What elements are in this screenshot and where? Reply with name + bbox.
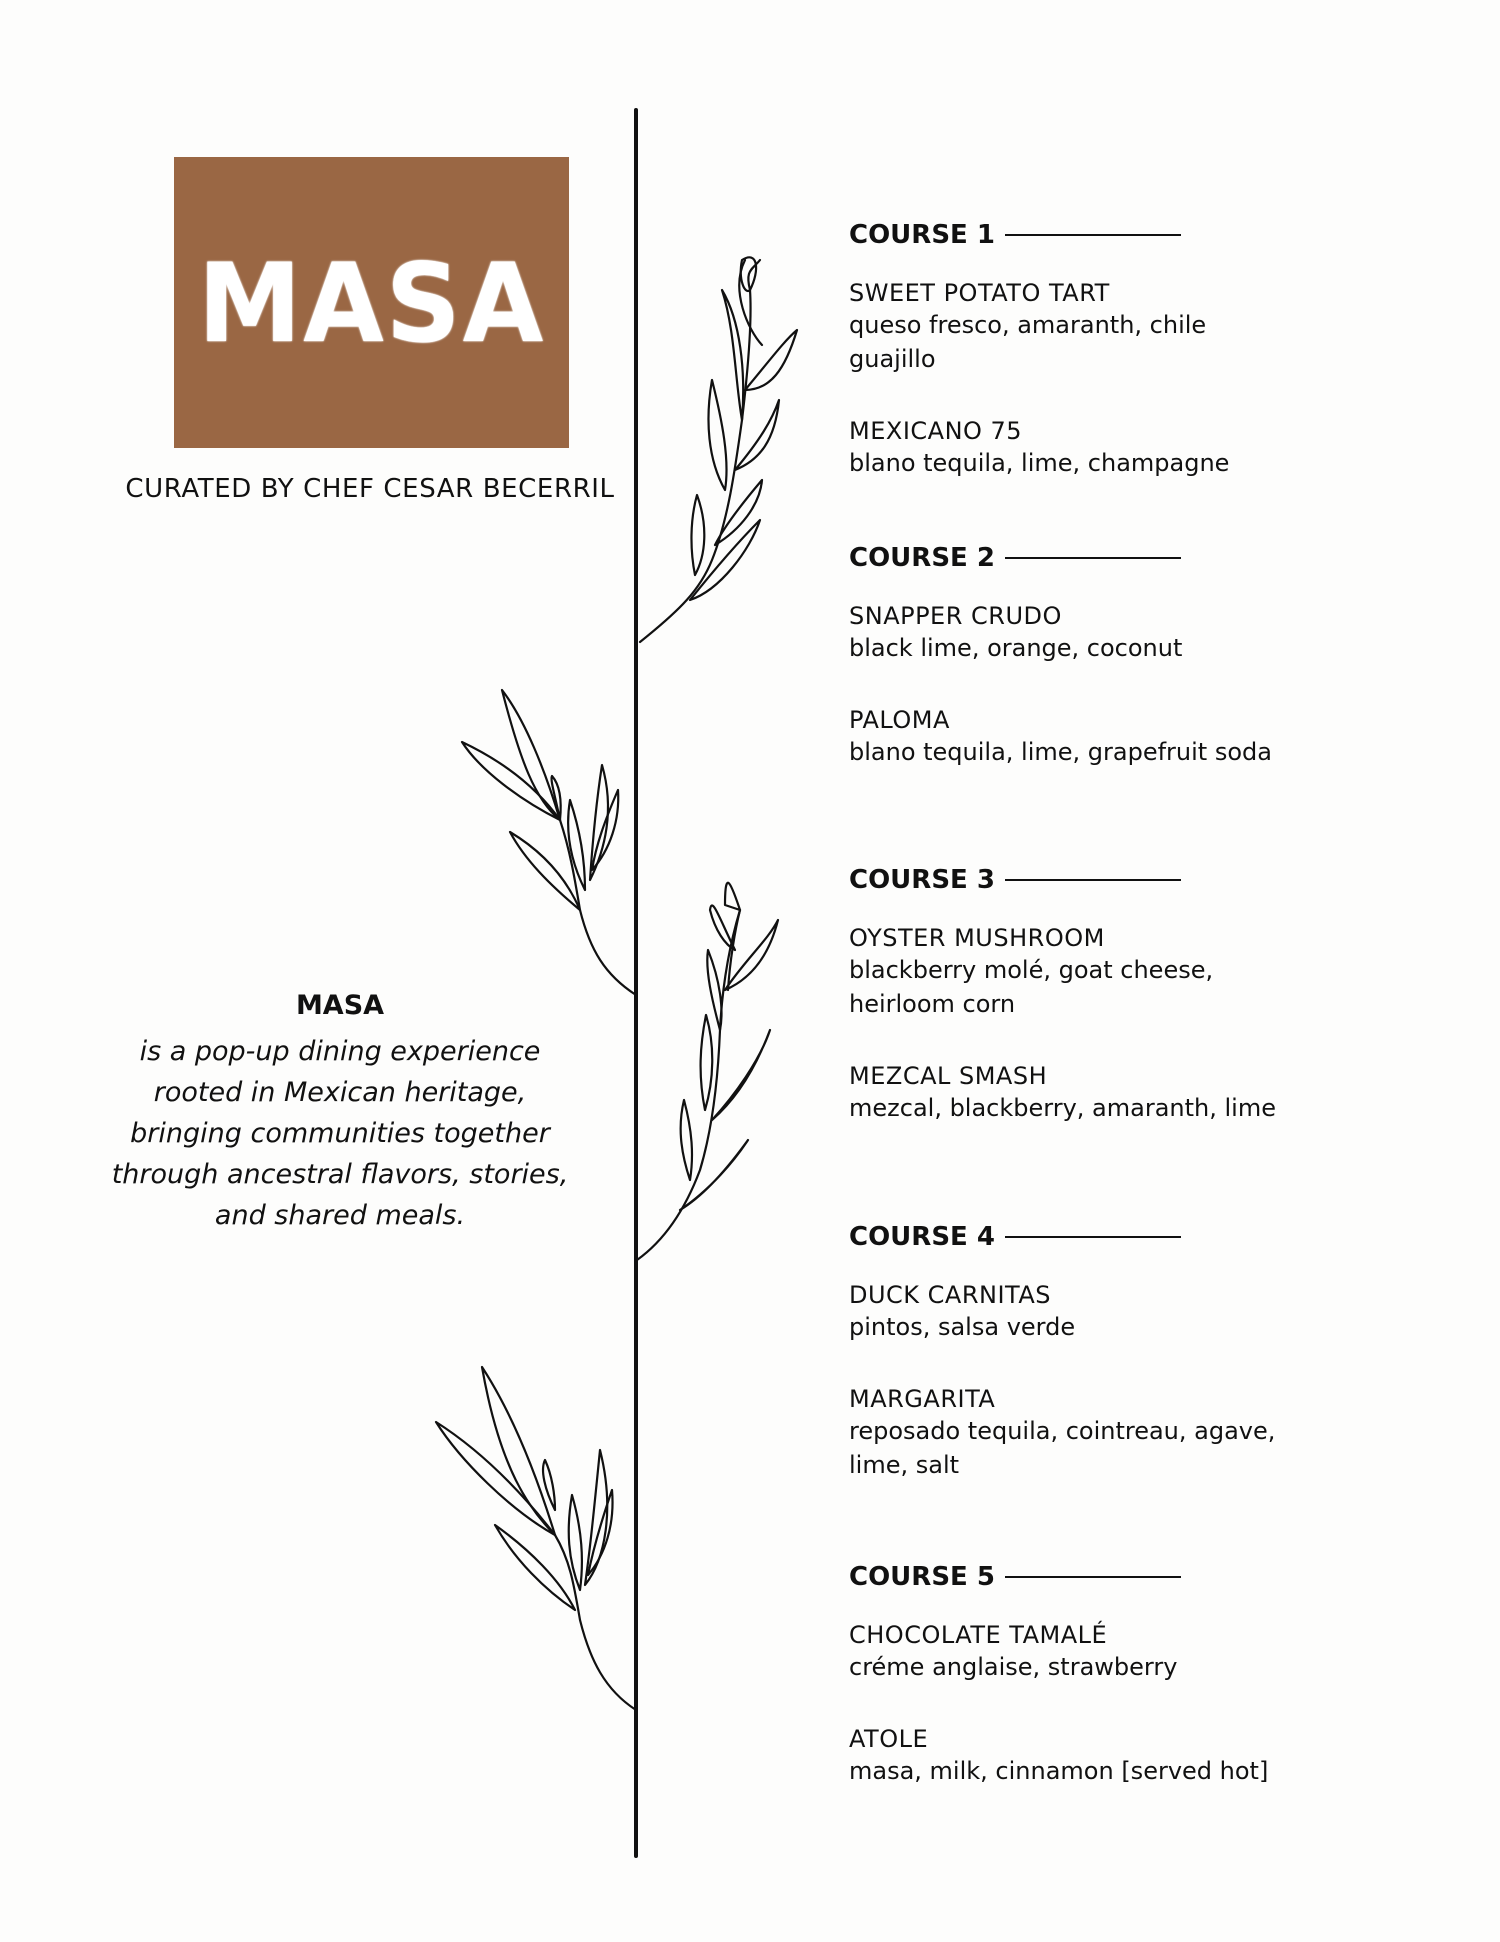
- dish-description: queso fresco, amaranth, chile guajillo: [849, 311, 1207, 373]
- drink: [849, 1061, 1299, 1125]
- drink: [849, 1724, 1299, 1788]
- course-title: COURSE 2: [849, 543, 995, 573]
- drink-name: ATOLE: [849, 1725, 929, 1753]
- divider: [1005, 557, 1181, 559]
- divider: [1005, 879, 1181, 881]
- drink-description: blano tequila, lime, champagne: [849, 449, 1230, 477]
- course-title: COURSE 5: [849, 1562, 995, 1592]
- dish-description: pintos, salsa verde: [849, 1313, 1076, 1341]
- dish-description: créme anglaise, strawberry: [849, 1653, 1178, 1681]
- drink-name: PALOMA: [849, 706, 950, 734]
- course-heading: [849, 865, 1299, 895]
- drink-description: blano tequila, lime, grapefruit soda: [849, 738, 1272, 766]
- dish: [849, 923, 1299, 1021]
- drink: [849, 416, 1299, 480]
- chef-credit: CURATED BY CHEF CESAR BECERRIL: [125, 474, 615, 504]
- drink: [849, 705, 1299, 769]
- course-5: [849, 1562, 1299, 1788]
- dish: [849, 1280, 1299, 1344]
- logo-text: MASA: [197, 238, 546, 367]
- drink-description: reposado tequila, cointreau, agave, lime, salt: [849, 1417, 1276, 1479]
- course-heading: [849, 1222, 1299, 1252]
- course-heading: [849, 220, 1299, 250]
- course-title: COURSE 1: [849, 220, 995, 250]
- dish-name: DUCK CARNITAS: [849, 1281, 1052, 1309]
- dish-description: blackberry molé, goat cheese, heirloom corn: [849, 956, 1214, 1018]
- intro-body: is a pop-up dining experience rooted in Mexican heritage, bringing communities together through ancestral flavors, stories, and shared meals.: [111, 1036, 569, 1231]
- dish-name: SWEET POTATO TART: [849, 279, 1110, 307]
- drink-name: MEZCAL SMASH: [849, 1062, 1048, 1090]
- drink-description: masa, milk, cinnamon [served hot]: [849, 1757, 1269, 1785]
- intro-title: MASA: [295, 990, 385, 1021]
- divider: [1005, 234, 1181, 236]
- course-title: COURSE 4: [849, 1222, 995, 1252]
- dish-description: black lime, orange, coconut: [849, 634, 1183, 662]
- course-4: [849, 1222, 1299, 1482]
- divider: [1005, 1576, 1181, 1578]
- course-title: COURSE 3: [849, 865, 995, 895]
- course-heading: [849, 1562, 1299, 1592]
- dish-name: OYSTER MUSHROOM: [849, 924, 1105, 952]
- dish-name: CHOCOLATE TAMALÉ: [849, 1621, 1108, 1649]
- divider: [1005, 1236, 1181, 1238]
- drink-name: MEXICANO 75: [849, 417, 1023, 445]
- dish: [849, 1620, 1299, 1684]
- drink-description: mezcal, blackberry, amaranth, lime: [849, 1094, 1276, 1122]
- course-1: [849, 220, 1299, 480]
- dish-name: SNAPPER CRUDO: [849, 602, 1062, 630]
- dish: [849, 601, 1299, 665]
- course-3: [849, 865, 1299, 1125]
- course-2: [849, 543, 1299, 769]
- drink: [849, 1384, 1299, 1482]
- dish: [849, 278, 1299, 376]
- drink-name: MARGARITA: [849, 1385, 996, 1413]
- course-heading: [849, 543, 1299, 573]
